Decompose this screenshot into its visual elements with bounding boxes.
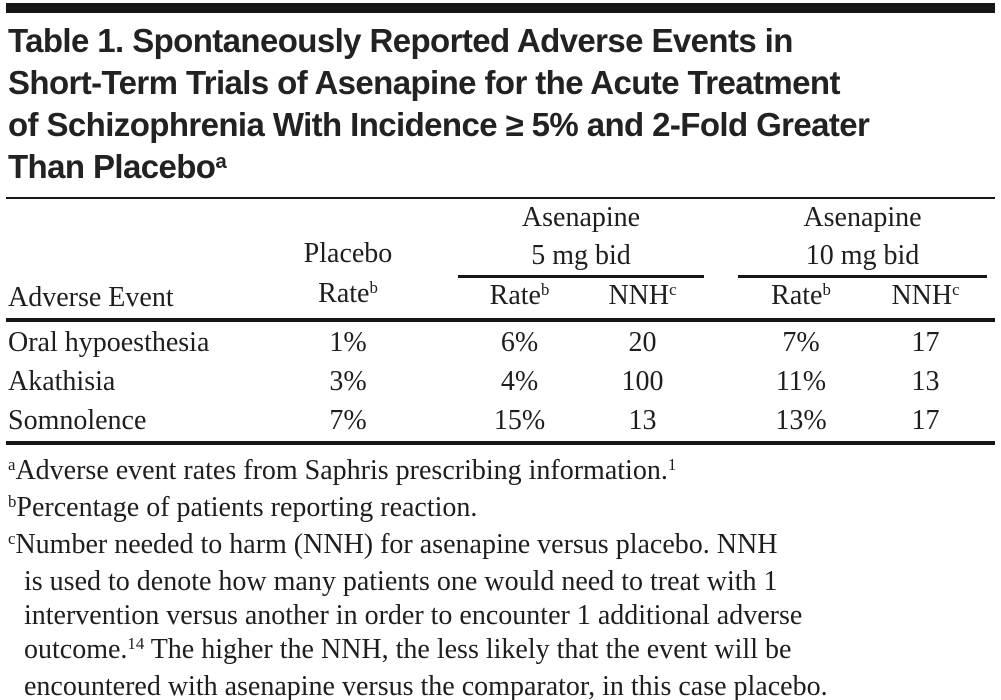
footnote-c-line-4-post: The higher the NNH, the less likely that the event will be (144, 634, 792, 665)
placebo-header-line-2 (298, 273, 398, 318)
cell-asenapine10-nnh: 17 (911, 405, 940, 436)
footnote-c-marker: c (8, 528, 16, 548)
placebo-header-line-1: Placebo (303, 238, 393, 269)
footnote-b (8, 491, 993, 528)
table-title-line-4 (8, 146, 993, 193)
footnote-c-line-2: is used to denote how many patients one would need to treat with 1 (24, 566, 778, 597)
footnote-a (8, 454, 993, 491)
footnote-b-marker: b (8, 491, 17, 511)
footnote-c-line-1 (8, 528, 993, 565)
footnote-c-line-3: intervention versus another in order to encounter 1 additional adverse (24, 600, 803, 631)
footnote-c-line-5: encountered with asenapine versus the comparator, in this case placebo. (24, 671, 828, 700)
group-1-rate-header (458, 277, 581, 318)
footnote-c-reference: 14 (127, 633, 145, 653)
group-2-rate-footnote-marker: b (822, 279, 831, 299)
cell-event: Somnolence (8, 405, 147, 436)
table-title-line-3: of Schizophrenia With Incidence ≥ 5% and 2-Fold Greater (8, 106, 870, 143)
cell-asenapine10-nnh: 17 (911, 327, 940, 358)
cell-asenapine5-nnh: 13 (628, 405, 657, 436)
group-1-nnh-label: NNH (608, 280, 670, 311)
group-1-label-line-2: 5 mg bid (531, 240, 631, 271)
table-row (8, 363, 1001, 402)
footnote-c-line-1-text: Number needed to harm (NNH) for asenapine versus placebo. NNH (15, 529, 778, 560)
group-1-label (458, 199, 704, 275)
title-footnote-marker-a: a (215, 149, 227, 173)
group-1-label-line-1: Asenapine (521, 202, 641, 233)
group-1-nnh-footnote-marker: c (669, 279, 677, 299)
table-row (8, 402, 1001, 441)
cell-gap (704, 363, 738, 402)
group-header-asenapine-10mg (738, 199, 987, 318)
cell-gap (398, 324, 458, 363)
cell-gap (704, 402, 738, 441)
table-title-line-1: Table 1. Spontaneously Reported Adverse Events in (8, 22, 793, 59)
cell-gap (398, 402, 458, 441)
cell-placebo-rate: 1% (329, 327, 367, 358)
table-title-line-4-text: Than Placebo (8, 148, 216, 185)
cell-asenapine10-nnh: 13 (911, 366, 940, 397)
group-2-nnh-header (864, 277, 987, 318)
cell-asenapine5-rate: 4% (500, 366, 539, 397)
cell-event: Oral hypoesthesia (8, 327, 210, 358)
group-2-label (738, 199, 987, 275)
cell-asenapine5-rate: 6% (500, 327, 539, 358)
footnote-c-line-4 (8, 633, 993, 670)
footnote-a-marker: a (8, 454, 16, 474)
cell-asenapine5-nnh: 20 (628, 327, 657, 358)
group-2-subheaders (738, 278, 987, 318)
column-header-placebo-rate (298, 235, 398, 318)
cell-gap (398, 363, 458, 402)
group-2-nnh-footnote-marker: c (952, 279, 960, 299)
group-1-nnh-header (581, 277, 704, 318)
table-title (0, 13, 1001, 197)
cell-placebo-rate: 3% (329, 366, 367, 397)
group-2-rate-header (738, 277, 864, 318)
footnote-a-text: Adverse event rates from Saphris prescribing information. (15, 455, 668, 486)
footnote-c-line-4-pre: outcome. (24, 634, 128, 665)
placebo-rate-label: Rate (318, 278, 370, 309)
footnote-c (8, 528, 993, 700)
group-2-rate-label: Rate (771, 280, 823, 311)
cell-gap (704, 324, 738, 363)
group-1-rate-footnote-marker: b (540, 279, 550, 299)
group-1-rate-label: Rate (489, 280, 541, 311)
table-title-line-2: Short-Term Trials of Asenapine for the Acute Treatment (8, 64, 840, 101)
table-header (0, 199, 1001, 318)
group-2-label-line-2: 10 mg bid (805, 240, 920, 271)
top-heavy-rule (6, 3, 995, 13)
cell-asenapine10-rate: 7% (782, 327, 820, 358)
table-row (8, 324, 1001, 363)
footnote-a-reference: 1 (667, 454, 677, 474)
cell-event: Akathisia (8, 366, 116, 397)
footnotes-section (0, 445, 1001, 700)
group-2-nnh-label: NNH (891, 280, 953, 311)
cell-asenapine5-rate: 15% (493, 405, 546, 436)
group-2-label-line-1: Asenapine (803, 202, 922, 233)
cell-asenapine5-nnh: 100 (621, 366, 664, 397)
table-body (0, 322, 1001, 441)
cell-placebo-rate: 7% (329, 405, 367, 436)
column-header-adverse-event: Adverse Event (8, 282, 174, 313)
group-1-subheaders (458, 278, 704, 318)
footnote-b-text: Percentage of patients reporting reaction. (16, 492, 478, 523)
cell-asenapine10-rate: 11% (775, 366, 827, 397)
cell-asenapine10-rate: 13% (775, 405, 827, 436)
placebo-rate-footnote-marker: b (369, 277, 378, 297)
group-header-asenapine-5mg (458, 199, 704, 318)
